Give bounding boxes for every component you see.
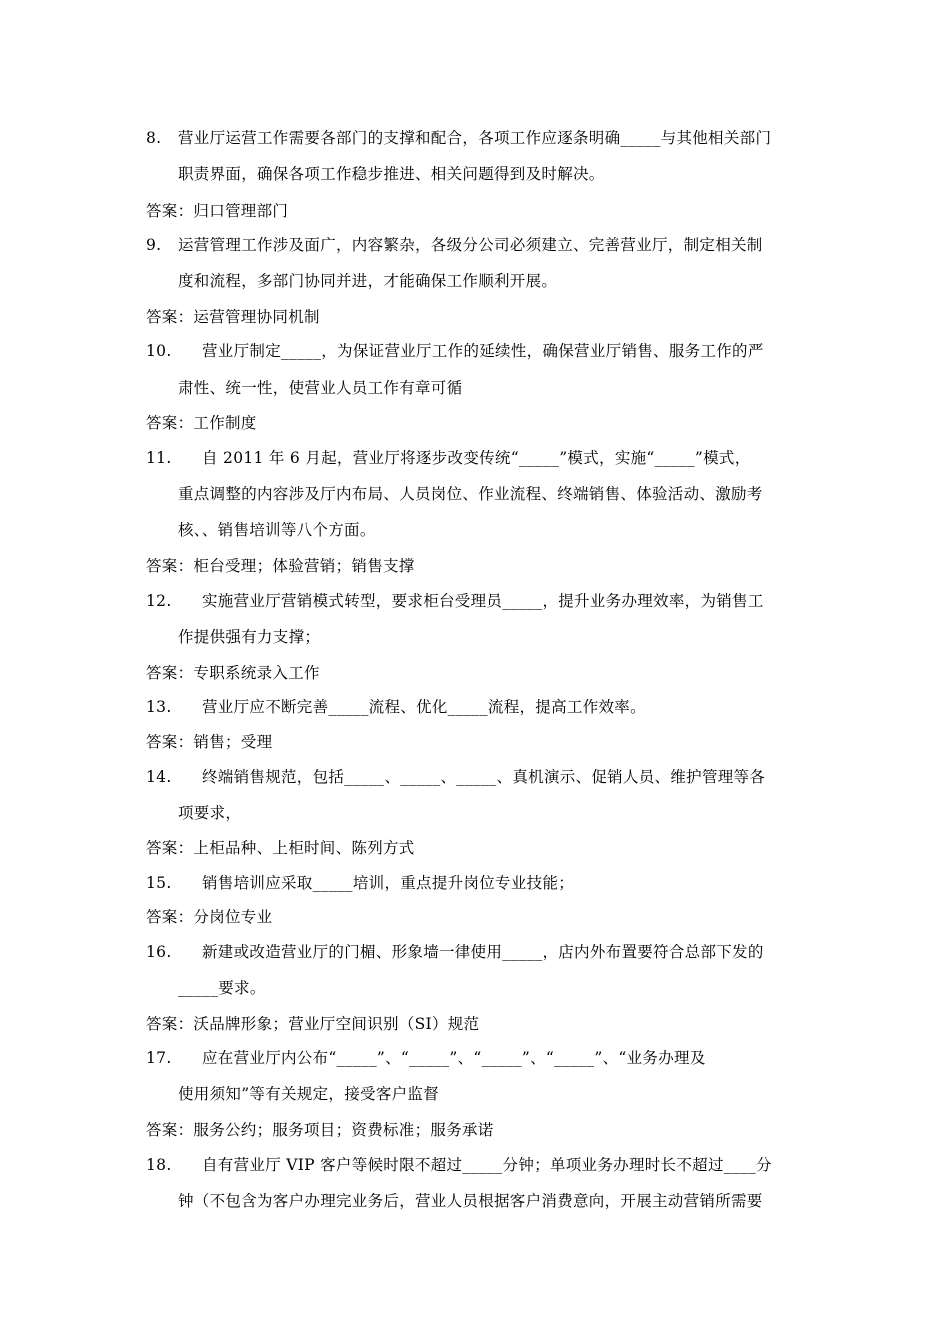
- question-text-continued: 核、、销售培训等八个方面。: [178, 521, 376, 539]
- answer-11: 答案：柜台受理；体验营销；销售支撑: [146, 557, 415, 575]
- question-text: 实施营业厅营销模式转型，要求柜台受理员_____，提升业务办理效率，为销售工: [202, 592, 764, 610]
- question-number: 15.: [146, 874, 172, 892]
- answer-9: 答案：运营管理协同机制: [146, 308, 320, 326]
- question-text: 应在营业厅内公布“_____”、“_____”、“_____”、“_____”、“业务办理及: [202, 1049, 706, 1067]
- question-text: 营业厅运营工作需要各部门的支撑和配合，各项工作应逐条明确_____与其他相关部门: [178, 129, 772, 147]
- question-number: 16.: [146, 943, 172, 961]
- question-text: 销售培训应采取_____培训，重点提升岗位专业技能；: [202, 874, 575, 892]
- question-text: 运营管理工作涉及面广，内容繁杂，各级分公司必须建立、完善营业厅，制定相关制: [178, 236, 763, 254]
- question-text: 营业厅制定_____，为保证营业厅工作的延续性，确保营业厅销售、服务工作的严: [202, 342, 764, 360]
- question-text: 自 2011 年 6 月起，营业厅将逐步改变传统“_____”模式，实施“_____”模式，: [202, 449, 751, 467]
- question-text-continued: 项要求，: [178, 804, 242, 822]
- answer-10: 答案：工作制度: [146, 414, 257, 432]
- question-number: 17.: [146, 1049, 172, 1067]
- question-text: 营业厅应不断完善_____流程、优化_____流程，提高工作效率。: [202, 698, 646, 716]
- answer-16: 答案：沃品牌形象；营业厅空间识别（SI）规范: [146, 1015, 480, 1033]
- answer-13: 答案：销售；受理: [146, 733, 273, 751]
- question-text-continued: 职责界面，确保各项工作稳步推进、相关问题得到及时解决。: [178, 165, 605, 183]
- question-number: 11.: [146, 449, 172, 467]
- question-number: 12.: [146, 592, 172, 610]
- question-number: 9.: [146, 236, 162, 254]
- question-number: 8.: [146, 129, 162, 147]
- question-text-continued: 使用须知”等有关规定，接受客户监督: [178, 1085, 440, 1103]
- question-text: 自有营业厅 VIP 客户等候时限不超过_____分钟；单项业务办理时长不超过____分: [202, 1156, 772, 1174]
- answer-17: 答案：服务公约；服务项目；资费标准；服务承诺: [146, 1121, 494, 1139]
- question-text: 终端销售规范，包括_____、_____、_____、真机演示、促销人员、维护管理等各: [202, 768, 766, 786]
- question-number: 13.: [146, 698, 172, 716]
- answer-14: 答案：上柜品种、上柜时间、陈列方式: [146, 839, 415, 857]
- question-number: 18.: [146, 1156, 172, 1174]
- answer-12: 答案：专职系统录入工作: [146, 664, 320, 682]
- question-text: 新建或改造营业厅的门楣、形象墙一律使用_____，店内外布置要符合总部下发的: [202, 943, 764, 961]
- question-number: 14.: [146, 768, 172, 786]
- question-text-continued: 度和流程，多部门协同并进，才能确保工作顺利开展。: [178, 272, 558, 290]
- question-text-continued: 钟（不包含为客户办理完业务后，营业人员根据客户消费意向，开展主动营销所需要: [178, 1192, 763, 1210]
- question-text-continued: 肃性、统一性，使营业人员工作有章可循: [178, 379, 463, 397]
- question-text-continued: _____要求。: [178, 979, 266, 997]
- answer-15: 答案：分岗位专业: [146, 908, 273, 926]
- answer-8: 答案：归口管理部门: [146, 202, 289, 220]
- question-text-continued: 作提供强有力支撑；: [178, 628, 321, 646]
- question-text-continued: 重点调整的内容涉及厅内布局、人员岗位、作业流程、终端销售、体验活动、激励考: [178, 485, 763, 503]
- question-number: 10.: [146, 342, 172, 360]
